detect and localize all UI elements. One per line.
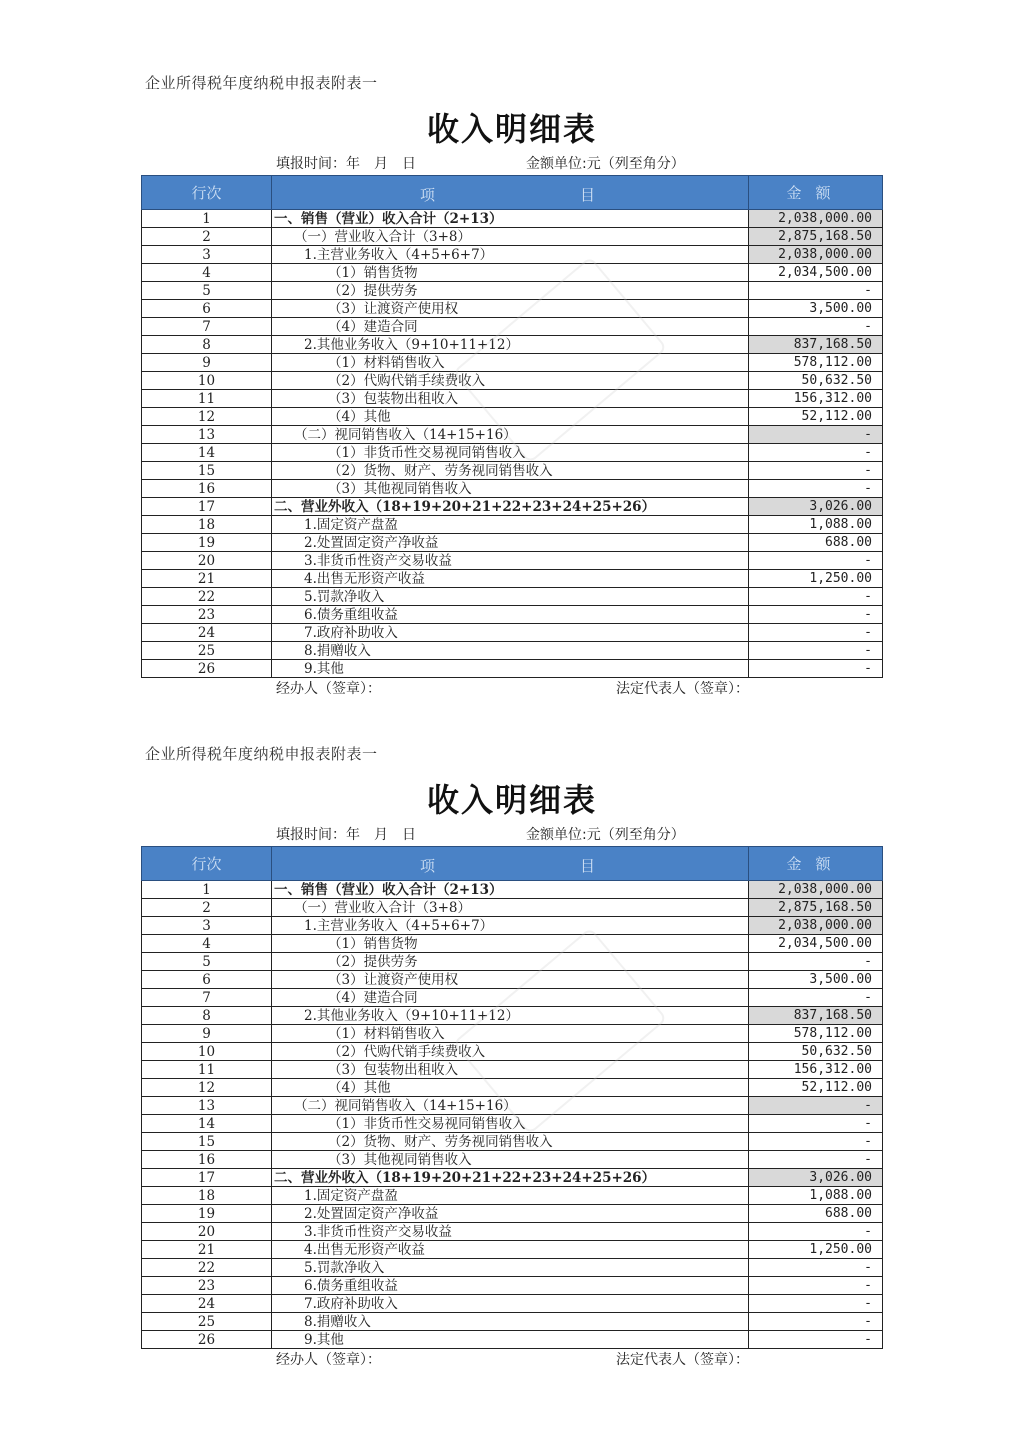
row-number-cell: 2	[142, 228, 272, 246]
table-row	[142, 1133, 883, 1151]
amount-cell: -	[749, 1313, 883, 1331]
header-row-no: 行次	[142, 847, 272, 881]
table-row	[142, 1169, 883, 1187]
table-body	[142, 210, 883, 678]
amount-cell: -	[749, 1133, 883, 1151]
item-cell: 7.政府补助收入	[272, 624, 749, 642]
table-row	[142, 516, 883, 534]
item-cell: （一）营业收入合计（3+8）	[272, 228, 749, 246]
item-cell: 5.罚款净收入	[272, 588, 749, 606]
header-item-char-1: 项	[420, 857, 436, 875]
amount-cell: -	[749, 480, 883, 498]
table-row	[142, 570, 883, 588]
row-number-cell: 6	[142, 300, 272, 318]
amount-cell: -	[749, 1295, 883, 1313]
row-number-cell: 12	[142, 408, 272, 426]
table-row	[142, 1025, 883, 1043]
amount-cell: -	[749, 989, 883, 1007]
table-row	[142, 480, 883, 498]
table-header-row	[142, 176, 883, 210]
row-number-cell: 25	[142, 642, 272, 660]
table-row	[142, 336, 883, 354]
amount-cell: 578,112.00	[749, 354, 883, 372]
table-row	[142, 498, 883, 516]
amount-cell: -	[749, 444, 883, 462]
table-row	[142, 935, 883, 953]
table-row	[142, 1313, 883, 1331]
amount-cell: -	[749, 588, 883, 606]
table-row	[142, 372, 883, 390]
item-cell: （3）包装物出租收入	[272, 1061, 749, 1079]
amount-cell: 2,034,500.00	[749, 935, 883, 953]
item-cell: 6.债务重组收益	[272, 606, 749, 624]
amount-cell: 688.00	[749, 1205, 883, 1223]
table-header-row	[142, 847, 883, 881]
table-row	[142, 971, 883, 989]
table-row	[142, 228, 883, 246]
item-cell: （2）货物、财产、劳务视同销售收入	[272, 462, 749, 480]
amount-cell: -	[749, 624, 883, 642]
row-number-cell: 26	[142, 660, 272, 678]
amount-cell: 688.00	[749, 534, 883, 552]
table-row	[142, 1079, 883, 1097]
form-label: 企业所得税年度纳税申报表附表一	[145, 745, 378, 763]
table-row	[142, 588, 883, 606]
row-number-cell: 11	[142, 390, 272, 408]
item-cell: （1）材料销售收入	[272, 1025, 749, 1043]
item-cell: 1.固定资产盘盈	[272, 516, 749, 534]
item-cell: 一、销售（营业）收入合计（2+13）	[272, 881, 749, 899]
table-row	[142, 408, 883, 426]
amount-cell: 2,038,000.00	[749, 917, 883, 935]
table-row	[142, 264, 883, 282]
amount-cell: 3,026.00	[749, 1169, 883, 1187]
table-row	[142, 1043, 883, 1061]
item-cell: 3.非货币性资产交易收益	[272, 552, 749, 570]
table-body	[142, 881, 883, 1349]
amount-cell: -	[749, 660, 883, 678]
page-title: 收入明细表	[426, 110, 597, 148]
amount-cell: 3,500.00	[749, 300, 883, 318]
amount-cell: -	[749, 1259, 883, 1277]
amount-cell: -	[749, 282, 883, 300]
row-number-cell: 8	[142, 336, 272, 354]
amount-cell: 156,312.00	[749, 1061, 883, 1079]
amount-cell: -	[749, 606, 883, 624]
row-number-cell: 20	[142, 1223, 272, 1241]
header-row-no: 行次	[142, 176, 272, 210]
table-row	[142, 917, 883, 935]
row-number-cell: 19	[142, 1205, 272, 1223]
item-cell: （2）提供劳务	[272, 282, 749, 300]
item-cell: （3）让渡资产使用权	[272, 971, 749, 989]
table-row	[142, 1331, 883, 1349]
row-number-cell: 22	[142, 1259, 272, 1277]
amount-cell: 52,112.00	[749, 408, 883, 426]
item-cell: 1.主营业务收入（4+5+6+7）	[272, 246, 749, 264]
item-cell: （2）提供劳务	[272, 953, 749, 971]
amount-cell: 52,112.00	[749, 1079, 883, 1097]
item-cell: （1）销售货物	[272, 935, 749, 953]
amount-cell: 578,112.00	[749, 1025, 883, 1043]
header-item-char-2: 目	[580, 186, 596, 204]
amount-cell: -	[749, 1115, 883, 1133]
amount-cell: -	[749, 953, 883, 971]
amount-unit-label: 金额单位:元（列至角分）	[526, 156, 685, 172]
amount-cell: -	[749, 1151, 883, 1169]
table-row	[142, 1007, 883, 1025]
table-row	[142, 1259, 883, 1277]
amount-cell: 2,038,000.00	[749, 881, 883, 899]
row-number-cell: 1	[142, 881, 272, 899]
table-row	[142, 1115, 883, 1133]
table-row	[142, 1151, 883, 1169]
row-number-cell: 24	[142, 624, 272, 642]
item-cell: 9.其他	[272, 1331, 749, 1349]
table-row	[142, 1277, 883, 1295]
amount-cell: -	[749, 1097, 883, 1115]
item-cell: 8.捐赠收入	[272, 642, 749, 660]
row-number-cell: 14	[142, 444, 272, 462]
amount-cell: 1,088.00	[749, 516, 883, 534]
amount-cell: 2,038,000.00	[749, 246, 883, 264]
amount-cell: -	[749, 426, 883, 444]
amount-cell: 3,026.00	[749, 498, 883, 516]
row-number-cell: 11	[142, 1061, 272, 1079]
table-row	[142, 210, 883, 228]
row-number-cell: 18	[142, 516, 272, 534]
item-cell: 1.固定资产盘盈	[272, 1187, 749, 1205]
fill-time-label: 填报时间：年 月 日	[276, 827, 416, 843]
amount-cell: -	[749, 318, 883, 336]
item-cell: （二）视同销售收入（14+15+16）	[272, 1097, 749, 1115]
item-cell: （4）其他	[272, 1079, 749, 1097]
item-cell: （二）视同销售收入（14+15+16）	[272, 426, 749, 444]
table-row	[142, 462, 883, 480]
item-cell: （一）营业收入合计（3+8）	[272, 899, 749, 917]
row-number-cell: 21	[142, 1241, 272, 1259]
table-row	[142, 246, 883, 264]
table-row	[142, 1061, 883, 1079]
amount-cell: 50,632.50	[749, 372, 883, 390]
amount-cell: -	[749, 462, 883, 480]
item-cell: （3）其他视同销售收入	[272, 1151, 749, 1169]
row-number-cell: 9	[142, 354, 272, 372]
row-number-cell: 13	[142, 1097, 272, 1115]
item-cell: 5.罚款净收入	[272, 1259, 749, 1277]
row-number-cell: 15	[142, 462, 272, 480]
amount-cell: 50,632.50	[749, 1043, 883, 1061]
item-cell: （2）货物、财产、劳务视同销售收入	[272, 1133, 749, 1151]
row-number-cell: 10	[142, 1043, 272, 1061]
row-number-cell: 22	[142, 588, 272, 606]
row-number-cell: 4	[142, 264, 272, 282]
item-cell: （4）其他	[272, 408, 749, 426]
item-cell: 二、营业外收入（18+19+20+21+22+23+24+25+26）	[272, 1169, 749, 1187]
item-cell: 9.其他	[272, 660, 749, 678]
form-label: 企业所得税年度纳税申报表附表一	[145, 74, 378, 92]
row-number-cell: 7	[142, 989, 272, 1007]
item-cell: 8.捐赠收入	[272, 1313, 749, 1331]
table-row	[142, 624, 883, 642]
item-cell: （1）非货币性交易视同销售收入	[272, 444, 749, 462]
row-number-cell: 16	[142, 1151, 272, 1169]
item-cell: （1）销售货物	[272, 264, 749, 282]
amount-cell: 2,875,168.50	[749, 899, 883, 917]
row-number-cell: 9	[142, 1025, 272, 1043]
header-item	[272, 176, 749, 210]
table-row	[142, 1205, 883, 1223]
row-number-cell: 20	[142, 552, 272, 570]
item-cell: （1）非货币性交易视同销售收入	[272, 1115, 749, 1133]
table-row	[142, 1097, 883, 1115]
amount-cell: -	[749, 1277, 883, 1295]
row-number-cell: 12	[142, 1079, 272, 1097]
row-number-cell: 15	[142, 1133, 272, 1151]
row-number-cell: 23	[142, 1277, 272, 1295]
table-row	[142, 606, 883, 624]
item-cell: （2）代购代销手续费收入	[272, 372, 749, 390]
row-number-cell: 8	[142, 1007, 272, 1025]
item-cell: （3）包装物出租收入	[272, 390, 749, 408]
amount-cell: 1,250.00	[749, 1241, 883, 1259]
amount-cell: 837,168.50	[749, 336, 883, 354]
amount-cell: 837,168.50	[749, 1007, 883, 1025]
income-detail-sheet-2	[0, 671, 1024, 1368]
table-row	[142, 534, 883, 552]
amount-cell: 1,088.00	[749, 1187, 883, 1205]
row-number-cell: 25	[142, 1313, 272, 1331]
income-detail-table	[141, 175, 883, 678]
handler-signature-label: 经办人（签章）：	[276, 681, 381, 697]
item-cell: （3）其他视同销售收入	[272, 480, 749, 498]
row-number-cell: 7	[142, 318, 272, 336]
row-number-cell: 17	[142, 498, 272, 516]
item-cell: （4）建造合同	[272, 989, 749, 1007]
item-cell: 一、销售（营业）收入合计（2+13）	[272, 210, 749, 228]
table-row	[142, 953, 883, 971]
income-detail-table	[141, 846, 883, 1349]
row-number-cell: 24	[142, 1295, 272, 1313]
row-number-cell: 18	[142, 1187, 272, 1205]
amount-cell: 2,034,500.00	[749, 264, 883, 282]
header-amount: 金额	[749, 176, 883, 210]
row-number-cell: 3	[142, 917, 272, 935]
legal-rep-signature-label: 法定代表人（签章）：	[616, 681, 749, 697]
item-cell: 4.出售无形资产收益	[272, 570, 749, 588]
row-number-cell: 23	[142, 606, 272, 624]
row-number-cell: 17	[142, 1169, 272, 1187]
table-row	[142, 390, 883, 408]
item-cell: 1.主营业务收入（4+5+6+7）	[272, 917, 749, 935]
amount-cell: 2,875,168.50	[749, 228, 883, 246]
table-row	[142, 1241, 883, 1259]
row-number-cell: 26	[142, 1331, 272, 1349]
table-row	[142, 1223, 883, 1241]
item-cell: 2.其他业务收入（9+10+11+12）	[272, 1007, 749, 1025]
item-cell: 4.出售无形资产收益	[272, 1241, 749, 1259]
header-item-char-1: 项	[420, 186, 436, 204]
table-row	[142, 426, 883, 444]
row-number-cell: 16	[142, 480, 272, 498]
item-cell: 2.其他业务收入（9+10+11+12）	[272, 336, 749, 354]
amount-cell: 3,500.00	[749, 971, 883, 989]
item-cell: （2）代购代销手续费收入	[272, 1043, 749, 1061]
fill-time-label: 填报时间：年 月 日	[276, 156, 416, 172]
row-number-cell: 21	[142, 570, 272, 588]
table-row	[142, 899, 883, 917]
row-number-cell: 5	[142, 282, 272, 300]
table-row	[142, 552, 883, 570]
item-cell: 二、营业外收入（18+19+20+21+22+23+24+25+26）	[272, 498, 749, 516]
table-row	[142, 444, 883, 462]
table-row	[142, 642, 883, 660]
amount-cell: 2,038,000.00	[749, 210, 883, 228]
header-item-char-2: 目	[580, 857, 596, 875]
table-row	[142, 881, 883, 899]
amount-cell: 156,312.00	[749, 390, 883, 408]
amount-cell: -	[749, 552, 883, 570]
row-number-cell: 19	[142, 534, 272, 552]
row-number-cell: 13	[142, 426, 272, 444]
amount-cell: -	[749, 1331, 883, 1349]
amount-cell: -	[749, 1223, 883, 1241]
page-title: 收入明细表	[426, 781, 597, 819]
item-cell: （1）材料销售收入	[272, 354, 749, 372]
table-row	[142, 1295, 883, 1313]
amount-cell: -	[749, 642, 883, 660]
row-number-cell: 1	[142, 210, 272, 228]
legal-rep-signature-label: 法定代表人（签章）：	[616, 1352, 749, 1368]
row-number-cell: 10	[142, 372, 272, 390]
handler-signature-label: 经办人（签章）：	[276, 1352, 381, 1368]
table-row	[142, 989, 883, 1007]
item-cell: （4）建造合同	[272, 318, 749, 336]
item-cell: 3.非货币性资产交易收益	[272, 1223, 749, 1241]
item-cell: （3）让渡资产使用权	[272, 300, 749, 318]
amount-cell: 1,250.00	[749, 570, 883, 588]
amount-unit-label: 金额单位:元（列至角分）	[526, 827, 685, 843]
row-number-cell: 5	[142, 953, 272, 971]
item-cell: 7.政府补助收入	[272, 1295, 749, 1313]
item-cell: 6.债务重组收益	[272, 1277, 749, 1295]
header-item	[272, 847, 749, 881]
item-cell: 2.处置固定资产净收益	[272, 534, 749, 552]
item-cell: 2.处置固定资产净收益	[272, 1205, 749, 1223]
table-row	[142, 282, 883, 300]
table-row	[142, 318, 883, 336]
row-number-cell: 4	[142, 935, 272, 953]
row-number-cell: 6	[142, 971, 272, 989]
row-number-cell: 14	[142, 1115, 272, 1133]
table-row	[142, 354, 883, 372]
row-number-cell: 3	[142, 246, 272, 264]
row-number-cell: 2	[142, 899, 272, 917]
table-row	[142, 1187, 883, 1205]
header-amount: 金额	[749, 847, 883, 881]
income-detail-sheet-1	[0, 0, 1024, 697]
table-row	[142, 300, 883, 318]
